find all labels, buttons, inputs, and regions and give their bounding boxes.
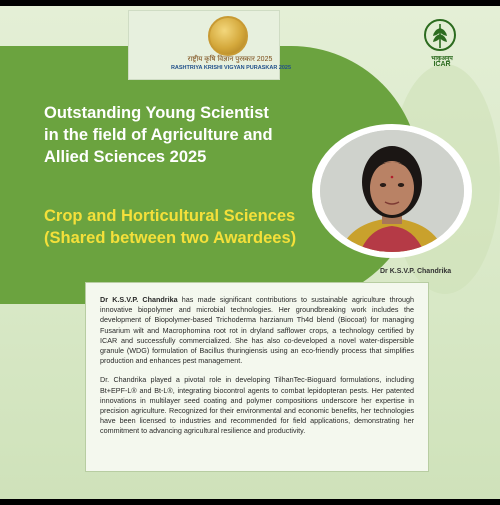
- awardee-name: Dr K.S.V.P. Chandrika: [100, 295, 178, 304]
- portrait-illustration: [320, 130, 464, 252]
- bio-text-box: [85, 282, 429, 472]
- award-poster: [0, 6, 500, 499]
- bio-paragraph-1: [100, 295, 414, 366]
- award-title-hindi: राष्ट्रीय कृषि विज्ञान पुरस्कार 2025: [187, 56, 273, 63]
- logo-text-hindi: भाकृअनुप: [431, 56, 453, 62]
- logo-text-english: ICAR: [433, 61, 451, 68]
- award-title-english: RASHTRIYA KRISHI VIGYAN PURASKAR 2025: [170, 65, 292, 71]
- heading-line-1: Outstanding Young Scientist: [44, 104, 269, 122]
- award-heading: [44, 102, 324, 168]
- medal-icon: [208, 16, 248, 56]
- heading-line-2: in the field of Agriculture and: [44, 126, 273, 144]
- heading-line-3: Allied Sciences 2025: [44, 148, 207, 166]
- photo-caption: Dr K.S.V.P. Chandrika: [380, 268, 452, 275]
- awardee-photo: [320, 130, 464, 252]
- category-line-1: Crop and Horticultural Sciences: [44, 207, 296, 225]
- category-line-2: (Shared between two Awardees): [44, 229, 297, 247]
- icar-wheat-logo-icon: [422, 18, 458, 52]
- bio-paragraph-1-text: has made significant contributions to sustainable agriculture through innovative biopolymer and microbial technologies. Her groundbreaking work includes the development of Biopolymer-based Trichoderma harzianum Th4d blend (Biocoat) for managing Fusarium wilt and Macrophomina root rot in dryland safflower crops, a technology certified by ICAR and successfully commercialized. She has also co-developed a novel water-dispersible granule (WDG) formulation of Bacillus thuringiensis using an eco-friendly process that simplifies production and enhances pest management.: [100, 295, 414, 366]
- bio-paragraph-2: Dr. Chandrika played a pivotal role in developing TilhanTec-Bioguard formulations, including Bt+EPF-L® and Bt-L®, integrating biocontrol agents to combat lepidopteran pests. Her patented innovations in multilayer seed coating and polymer compositions underscore her expertise in precision agriculture. Recognized for their environmental and economic benefits, her technologies have been licensed to industries and recommended for field applications, demonstrating her commitment to advancing agricultural resilience and productivity.: [100, 375, 414, 436]
- award-category: [44, 205, 324, 249]
